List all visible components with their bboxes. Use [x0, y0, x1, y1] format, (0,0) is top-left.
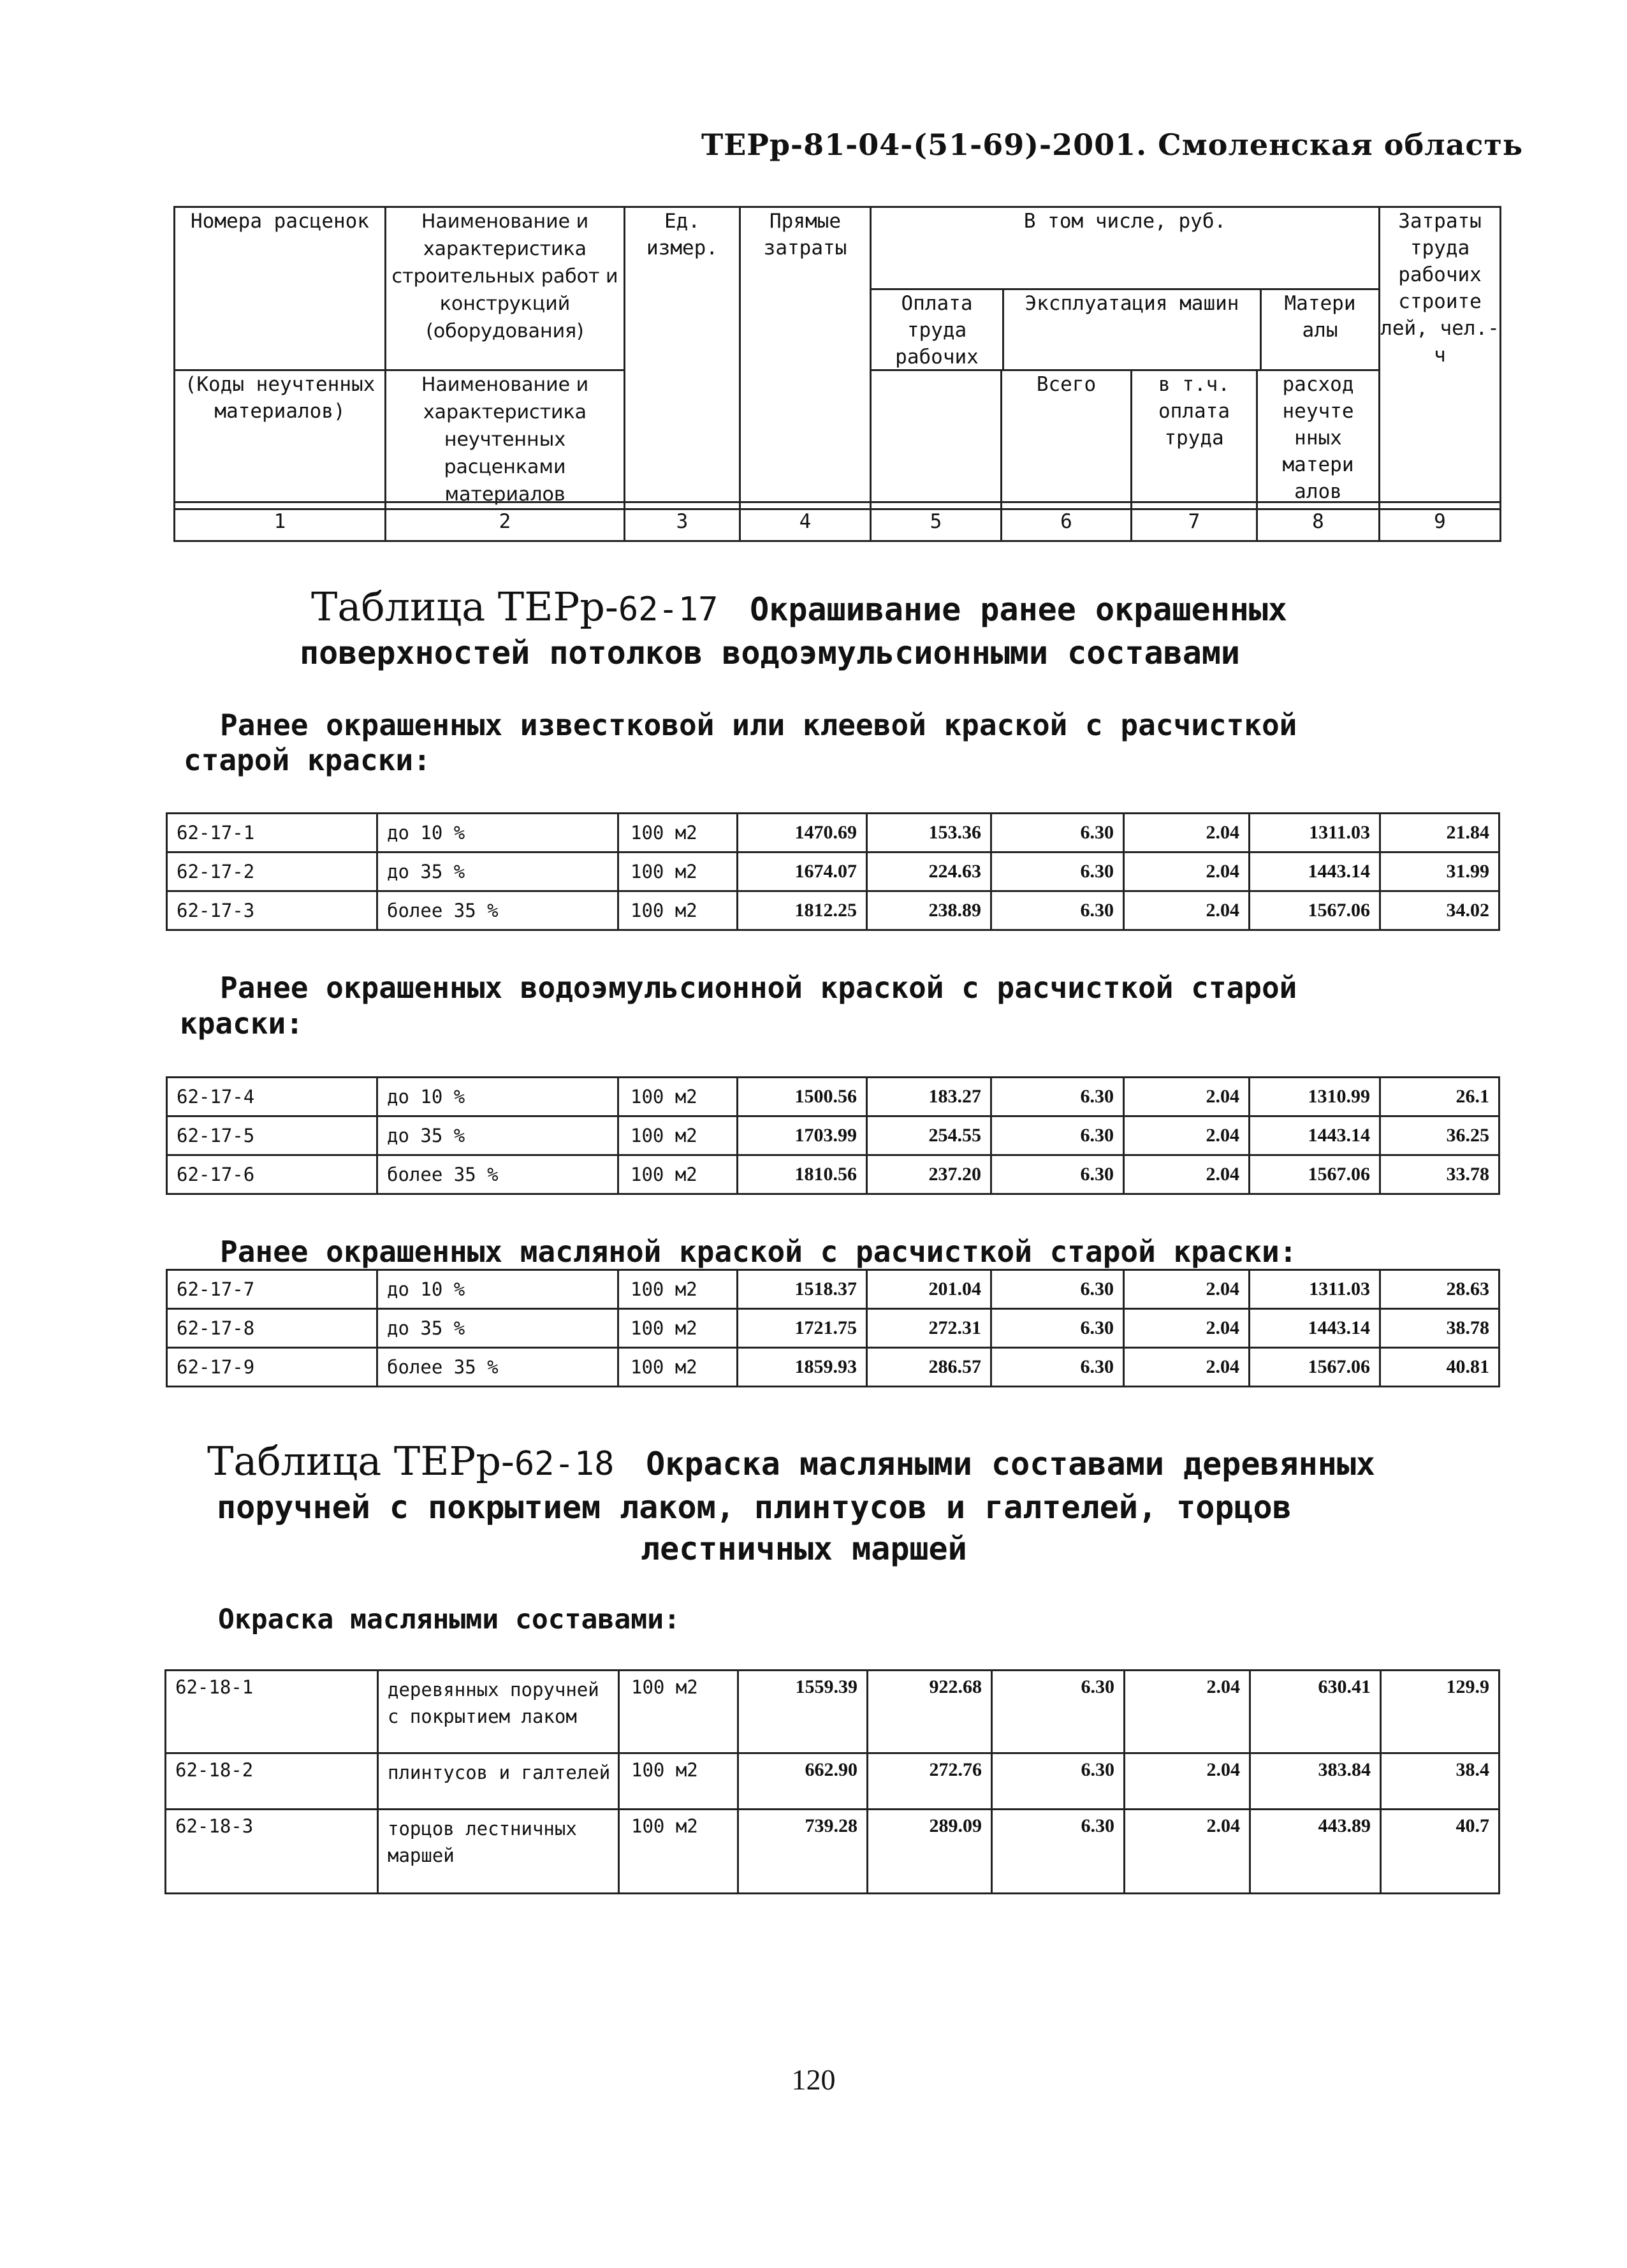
- materials: 1443.14: [1250, 1309, 1380, 1348]
- rate-unit: 100 м2: [619, 1671, 738, 1753]
- rate-code: 62-18-3: [166, 1810, 378, 1894]
- machines-pay: 2.04: [1124, 814, 1250, 852]
- direct-costs: 1674.07: [738, 852, 867, 891]
- table-row: [166, 1810, 1499, 1894]
- col-work-name: Наименование и характеристика строительных работ и конструкций (оборудования): [386, 207, 625, 370]
- table-row: [167, 891, 1499, 930]
- col-rate-numbers: Номера расценок: [175, 207, 386, 370]
- materials: 443.89: [1250, 1810, 1381, 1894]
- table-row: [167, 1270, 1499, 1309]
- table17-title: [311, 583, 1287, 630]
- materials: 1443.14: [1250, 852, 1380, 891]
- rate-code: 62-17-9: [167, 1348, 377, 1387]
- col-total: Всего: [1002, 370, 1132, 509]
- machines-total: 6.30: [991, 1270, 1124, 1309]
- labor: 38.4: [1381, 1753, 1499, 1810]
- rate-code: 62-17-7: [167, 1270, 377, 1309]
- materials: 1310.99: [1250, 1078, 1380, 1116]
- rate-name: до 35 %: [377, 1116, 618, 1155]
- direct-costs: 739.28: [738, 1810, 868, 1894]
- table17-desc-line1: Окрашивание ранее окрашенных: [750, 591, 1288, 628]
- machines-pay: 2.04: [1125, 1671, 1250, 1753]
- table17-title-prefix: Таблица ТЕРр-: [311, 583, 618, 630]
- rate-name: до 10 %: [377, 1078, 618, 1116]
- worker-pay: 922.68: [868, 1671, 992, 1753]
- direct-costs: 1470.69: [738, 814, 867, 852]
- col-unit: Ед. измер.: [625, 207, 740, 509]
- rate-name: плинтусов и галтелей: [378, 1753, 619, 1810]
- rate-unit: 100 м2: [619, 1753, 738, 1810]
- materials: 630.41: [1250, 1671, 1381, 1753]
- rate-name: деревянных поручней с покрытием лаком: [378, 1671, 619, 1753]
- rate-code: 62-17-2: [167, 852, 377, 891]
- group1-heading-line2: старой краски:: [184, 743, 431, 777]
- table18-desc-line3: лестничных маршей: [641, 1530, 967, 1567]
- machines-total: 6.30: [992, 1671, 1125, 1753]
- rate-name: торцов лестничных маршей: [378, 1810, 619, 1894]
- materials: 383.84: [1250, 1753, 1381, 1810]
- page-header-title: ТЕРр-81-04-(51-69)-2001. Смоленская область: [701, 128, 1524, 162]
- worker-pay: 201.04: [867, 1270, 991, 1309]
- machines-total: 6.30: [991, 1155, 1124, 1194]
- group2-heading-line1: Ранее окрашенных водоэмульсионной краской с расчисткой старой: [220, 970, 1297, 1005]
- direct-costs: 662.90: [738, 1753, 868, 1810]
- worker-pay: 289.09: [868, 1810, 992, 1894]
- group1-heading-line1: Ранее окрашенных известковой или клеевой краской с расчисткой: [220, 708, 1297, 742]
- rate-code: 62-18-2: [166, 1753, 378, 1810]
- machines-total: 6.30: [991, 1309, 1124, 1348]
- col-labor: Затраты труда рабочих строите лей, чел.-ч: [1380, 207, 1501, 509]
- machines-pay: 2.04: [1124, 1078, 1250, 1116]
- rate-name: до 10 %: [377, 1270, 618, 1309]
- rate-unit: 100 м2: [618, 1348, 738, 1387]
- labor: 34.02: [1380, 891, 1499, 930]
- rate-name: до 10 %: [377, 814, 618, 852]
- rate-unit: 100 м2: [618, 852, 738, 891]
- machines-total: 6.30: [991, 1078, 1124, 1116]
- col-consumption: расход неучте нных матери алов: [1257, 370, 1380, 509]
- rate-code: 62-17-1: [167, 814, 377, 852]
- rate-code: 62-17-3: [167, 891, 377, 930]
- labor: 40.7: [1381, 1810, 1499, 1894]
- col-worker-pay-cont: [871, 370, 1002, 509]
- materials: 1567.06: [1250, 891, 1380, 930]
- col-number: 8: [1257, 502, 1380, 541]
- direct-costs: 1812.25: [738, 891, 867, 930]
- rate-unit: 100 м2: [618, 891, 738, 930]
- labor: 21.84: [1380, 814, 1499, 852]
- col-unaccounted-codes: (Коды неучтенных материалов): [175, 370, 386, 509]
- machines-pay: 2.04: [1125, 1810, 1250, 1894]
- rate-code: 62-18-1: [166, 1671, 378, 1753]
- rate-unit: 100 м2: [618, 1270, 738, 1309]
- group2-heading-line2: краски:: [180, 1006, 303, 1041]
- table17-group1: [166, 812, 1500, 931]
- worker-pay: 237.20: [867, 1155, 991, 1194]
- worker-pay: 272.76: [868, 1753, 992, 1810]
- rate-code: 62-17-4: [167, 1078, 377, 1116]
- table18-desc-line2: поручней с покрытием лаком, плинтусов и галтелей, торцов: [217, 1489, 1292, 1526]
- rate-name: более 35 %: [377, 891, 618, 930]
- machines-pay: 2.04: [1124, 852, 1250, 891]
- direct-costs: 1500.56: [738, 1078, 867, 1116]
- rate-unit: 100 м2: [618, 1078, 738, 1116]
- table-row: [167, 814, 1499, 852]
- direct-costs: 1859.93: [738, 1348, 867, 1387]
- direct-costs: 1721.75: [738, 1309, 867, 1348]
- col-worker-pay: Оплата труда рабочих: [872, 290, 1004, 369]
- rate-unit: 100 м2: [618, 1155, 738, 1194]
- table18-rows: [164, 1669, 1500, 1894]
- rate-name: до 35 %: [377, 1309, 618, 1348]
- rate-code: 62-17-6: [167, 1155, 377, 1194]
- table18-title: [207, 1438, 1375, 1484]
- materials: 1443.14: [1250, 1116, 1380, 1155]
- worker-pay: 286.57: [867, 1348, 991, 1387]
- col-including: В том числе, руб.: [1023, 210, 1227, 233]
- col-number: 5: [871, 502, 1002, 541]
- table17-group2: [166, 1076, 1500, 1195]
- col-number: 7: [1132, 502, 1257, 541]
- labor: 28.63: [1380, 1270, 1499, 1309]
- materials: 1311.03: [1250, 814, 1380, 852]
- labor: 33.78: [1380, 1155, 1499, 1194]
- labor: 40.81: [1380, 1348, 1499, 1387]
- labor: 36.25: [1380, 1116, 1499, 1155]
- table-row: [166, 1753, 1499, 1810]
- machines-pay: 2.04: [1124, 1309, 1250, 1348]
- table-row: [167, 1309, 1499, 1348]
- machines-pay: 2.04: [1124, 1270, 1250, 1309]
- col-number: 2: [386, 502, 625, 541]
- table18-title-prefix: Таблица ТЕРр-: [207, 1438, 514, 1484]
- table18-subheading: Окраска масляными составами:: [218, 1604, 680, 1635]
- materials: 1311.03: [1250, 1270, 1380, 1309]
- materials: 1567.06: [1250, 1155, 1380, 1194]
- col-machines: Эксплуатация машин: [1004, 290, 1262, 369]
- table-row: [167, 1155, 1499, 1194]
- col-including-group: [871, 207, 1380, 370]
- rate-name: более 35 %: [377, 1155, 618, 1194]
- rate-unit: 100 м2: [619, 1810, 738, 1894]
- worker-pay: 238.89: [867, 891, 991, 930]
- machines-total: 6.30: [992, 1810, 1125, 1894]
- table17-code: 62-17: [618, 590, 719, 629]
- column-numbers-row: [173, 501, 1501, 542]
- worker-pay: 183.27: [867, 1078, 991, 1116]
- labor: 129.9: [1381, 1671, 1499, 1753]
- direct-costs: 1518.37: [738, 1270, 867, 1309]
- table17-group3: [166, 1269, 1500, 1387]
- labor: 38.78: [1380, 1309, 1499, 1348]
- col-number: 3: [625, 502, 740, 541]
- table-row: [167, 1348, 1499, 1387]
- group3-heading: Ранее окрашенных масляной краской с расчисткой старой краски:: [220, 1234, 1297, 1269]
- machines-total: 6.30: [991, 1348, 1124, 1387]
- table18-code: 62-18: [514, 1445, 615, 1483]
- direct-costs: 1703.99: [738, 1116, 867, 1155]
- direct-costs: 1559.39: [738, 1671, 868, 1753]
- rate-unit: 100 м2: [618, 1309, 738, 1348]
- direct-costs: 1810.56: [738, 1155, 867, 1194]
- col-materials: Матери алы: [1284, 292, 1356, 342]
- table-row: [167, 852, 1499, 891]
- rate-name: более 35 %: [377, 1348, 618, 1387]
- col-number: 9: [1380, 502, 1501, 541]
- worker-pay: 153.36: [867, 814, 991, 852]
- rate-unit: 100 м2: [618, 1116, 738, 1155]
- worker-pay: 272.31: [867, 1309, 991, 1348]
- rate-name: до 35 %: [377, 852, 618, 891]
- table-row: [167, 1078, 1499, 1116]
- machines-pay: 2.04: [1124, 1155, 1250, 1194]
- machines-pay: 2.04: [1125, 1753, 1250, 1810]
- page-number: 120: [791, 2063, 836, 2096]
- col-direct-costs: Прямые затраты: [740, 207, 871, 509]
- labor: 26.1: [1380, 1078, 1499, 1116]
- col-number: 6: [1002, 502, 1132, 541]
- machines-total: 6.30: [991, 852, 1124, 891]
- table-row: [166, 1671, 1499, 1753]
- machines-total: 6.30: [991, 1116, 1124, 1155]
- col-number: 4: [740, 502, 871, 541]
- machines-total: 6.30: [991, 814, 1124, 852]
- col-unaccounted-name: Наименование и характеристика неучтенных расценками материалов: [386, 370, 625, 509]
- table17-desc-line2: поверхностей потолков водоэмульсионными составами: [300, 634, 1241, 671]
- machines-pay: 2.04: [1124, 1116, 1250, 1155]
- materials: 1567.06: [1250, 1348, 1380, 1387]
- machines-total: 6.30: [992, 1753, 1125, 1810]
- machines-pay: 2.04: [1124, 1348, 1250, 1387]
- rate-unit: 100 м2: [618, 814, 738, 852]
- rate-code: 62-17-8: [167, 1309, 377, 1348]
- table18-desc-line1: Окраска масляными составами деревянных: [646, 1445, 1376, 1482]
- col-number: 1: [175, 502, 386, 541]
- rate-code: 62-17-5: [167, 1116, 377, 1155]
- col-incl-pay: в т.ч. оплата труда: [1132, 370, 1257, 509]
- machines-total: 6.30: [991, 891, 1124, 930]
- column-header-table: [173, 206, 1501, 510]
- table-row: [167, 1116, 1499, 1155]
- labor: 31.99: [1380, 852, 1499, 891]
- worker-pay: 254.55: [867, 1116, 991, 1155]
- worker-pay: 224.63: [867, 852, 991, 891]
- machines-pay: 2.04: [1124, 891, 1250, 930]
